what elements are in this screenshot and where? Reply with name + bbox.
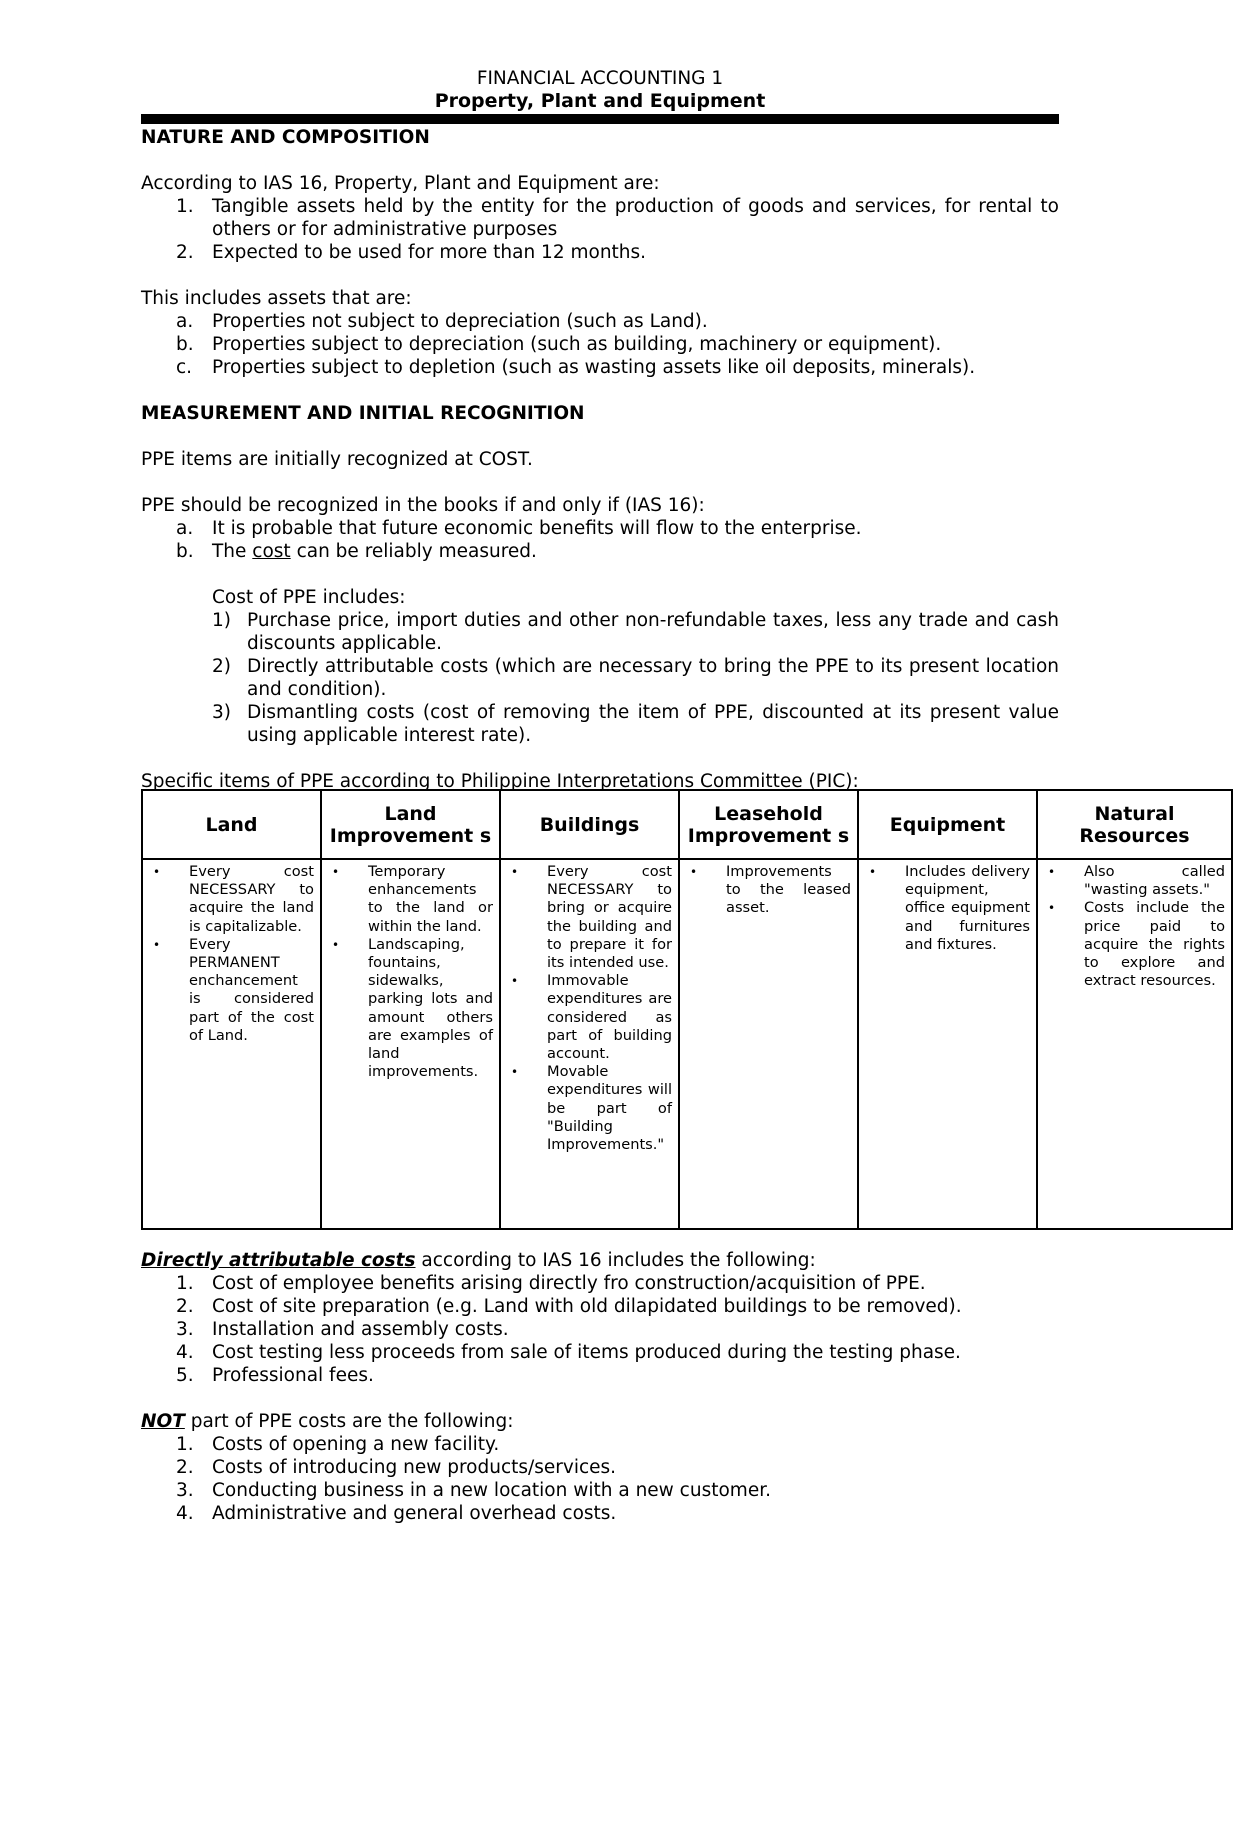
bullet-icon: • <box>511 974 519 989</box>
dac-list <box>141 1272 1059 1387</box>
col-header-equipment: Equipment <box>858 790 1037 859</box>
dac-label: Directly attributable costs <box>141 1250 416 1271</box>
ppe-items-table <box>141 789 1233 1230</box>
list-item: 4. Cost testing less proceeds from sale of items produced during the testing phase. <box>176 1342 961 1363</box>
cell-leasehold <box>679 859 858 1229</box>
list-item: 2. Expected to be used for more than 12 months. <box>176 242 647 263</box>
table-header-row <box>142 790 1232 859</box>
section-heading-nature: NATURE AND COMPOSITION <box>141 127 430 148</box>
list-item: • Immovable expenditures are considered as part of building account. <box>511 972 672 1063</box>
list-item: 5. Professional fees. <box>176 1365 374 1386</box>
list-item: • Movable expenditures will be part of "Building Improvements." <box>511 1063 672 1154</box>
col-header-leasehold: Leasehold Improvement s <box>679 790 858 859</box>
bullet-icon: • <box>332 865 340 879</box>
col-header-natural-resources: Natural Resources <box>1037 790 1232 859</box>
cell-land <box>142 859 321 1229</box>
bullet-icon: • <box>153 937 161 952</box>
list-item: c. Properties subject to depletion (such as wasting assets like oil deposits, minerals). <box>176 357 976 378</box>
body-upper <box>141 126 1059 793</box>
list-item: a. It is probable that future economic benefits will flow to the enterprise. <box>176 518 862 539</box>
section-heading-measurement: MEASUREMENT AND INITIAL RECOGNITION <box>141 403 585 424</box>
list-item: b. The cost can be reliably measured. <box>176 541 537 562</box>
title-rule <box>141 114 1059 124</box>
col-header-land-improvements: Land Improvement s <box>321 790 500 859</box>
bullet-icon: • <box>1048 865 1056 879</box>
list-item: • Every PERMANENT enchancement is considered part of the cost of Land. <box>153 935 314 1044</box>
col-header-land: Land <box>142 790 321 859</box>
includes-intro: This includes assets that are: <box>141 288 412 309</box>
topic-title: Property, Plant and Equipment <box>434 90 766 112</box>
list-item: 2. Cost of site preparation (e.g. Land with old dilapidated buildings to be removed). <box>176 1296 962 1317</box>
list-item: 3. Installation and assembly costs. <box>176 1319 509 1340</box>
cell-buildings <box>500 859 679 1229</box>
bullet-icon: • <box>153 865 161 879</box>
initial-recognition: PPE items are initially recognized at COST. <box>141 449 533 470</box>
not-intro: NOT part of PPE costs are the following: <box>141 1411 514 1432</box>
specific-items-intro: Specific items of PPE according to Philippine Interpretations Committee (PIC): <box>141 771 859 792</box>
list-item: 1. Cost of employee benefits arising directly fro construction/acquisition of PPE. <box>176 1273 926 1294</box>
includes-list <box>141 310 1059 379</box>
list-item: • Includes delivery equipment, office equipment and furnitures and fixtures. <box>869 863 1030 953</box>
list-item: • Every cost NECESSARY to acquire the land is capitalizable. <box>153 863 314 935</box>
bullet-icon: • <box>690 865 698 879</box>
list-item: a. Properties not subject to depreciation (such as Land). <box>176 311 708 332</box>
bullet-icon: • <box>869 865 877 879</box>
list-item: • Temporary enhancements to the land or within the land. <box>332 863 493 935</box>
list-item: 2. Costs of introducing new products/services. <box>176 1457 617 1478</box>
recognition-conditions <box>141 517 1059 563</box>
list-item: • Every cost NECESSARY to bring or acquire the building and to prepare it for its intended use. <box>511 863 672 972</box>
document-page <box>141 68 1059 112</box>
recognition-intro: PPE should be recognized in the books if and only if (IAS 16): <box>141 495 705 516</box>
bullet-icon: • <box>511 865 519 879</box>
list-item: 2) Directly attributable costs (which are necessary to bring the PPE to its present location and condition). <box>212 656 1059 700</box>
list-item: • Improvements to the leased asset. <box>690 863 851 917</box>
list-item: • Also called "wasting assets." <box>1048 863 1225 899</box>
bullet-icon: • <box>1048 901 1056 916</box>
cost-underlined: cost <box>252 541 291 562</box>
document-title <box>141 68 1059 112</box>
cost-intro: Cost of PPE includes: <box>212 587 406 608</box>
ppe-definition-list <box>141 195 1059 264</box>
body-lower <box>141 1249 1059 1525</box>
list-item: b. Properties subject to depreciation (such as building, machinery or equipment). <box>176 334 942 355</box>
not-label: NOT <box>141 1411 185 1432</box>
cell-equipment <box>858 859 1037 1229</box>
list-item: • Landscaping, fountains, sidewalks, parking lots and amount others are examples of land improvements. <box>332 935 493 1081</box>
list-item: 3. Conducting business in a new location with a new customer. <box>176 1480 771 1501</box>
col-header-buildings: Buildings <box>500 790 679 859</box>
course-title: FINANCIAL ACCOUNTING 1 <box>476 68 724 89</box>
bullet-icon: • <box>332 937 340 952</box>
list-item: 4. Administrative and general overhead costs. <box>176 1503 617 1524</box>
cell-land-improvements <box>321 859 500 1229</box>
list-item: • Costs include the price paid to acquire the rights to explore and extract resources. <box>1048 899 1225 990</box>
cost-items-list <box>141 609 1059 747</box>
not-list <box>141 1433 1059 1525</box>
list-item: 3) Dismantling costs (cost of removing the item of PPE, discounted at its present value using applicable interest rate). <box>212 702 1059 746</box>
cell-natural-resources <box>1037 859 1232 1229</box>
bullet-icon: • <box>511 1065 519 1080</box>
table-row <box>142 859 1232 1229</box>
ias16-intro: According to IAS 16, Property, Plant and Equipment are: <box>141 173 660 194</box>
dac-intro: Directly attributable costs according to IAS 16 includes the following: <box>141 1250 816 1271</box>
list-item: 1. Tangible assets held by the entity for the production of goods and services, for rental to others or for administrative purposes <box>176 196 1059 240</box>
list-item: 1. Costs of opening a new facility. <box>176 1434 500 1455</box>
list-item: 1) Purchase price, import duties and other non-refundable taxes, less any trade and cash discounts applicable. <box>212 610 1059 654</box>
